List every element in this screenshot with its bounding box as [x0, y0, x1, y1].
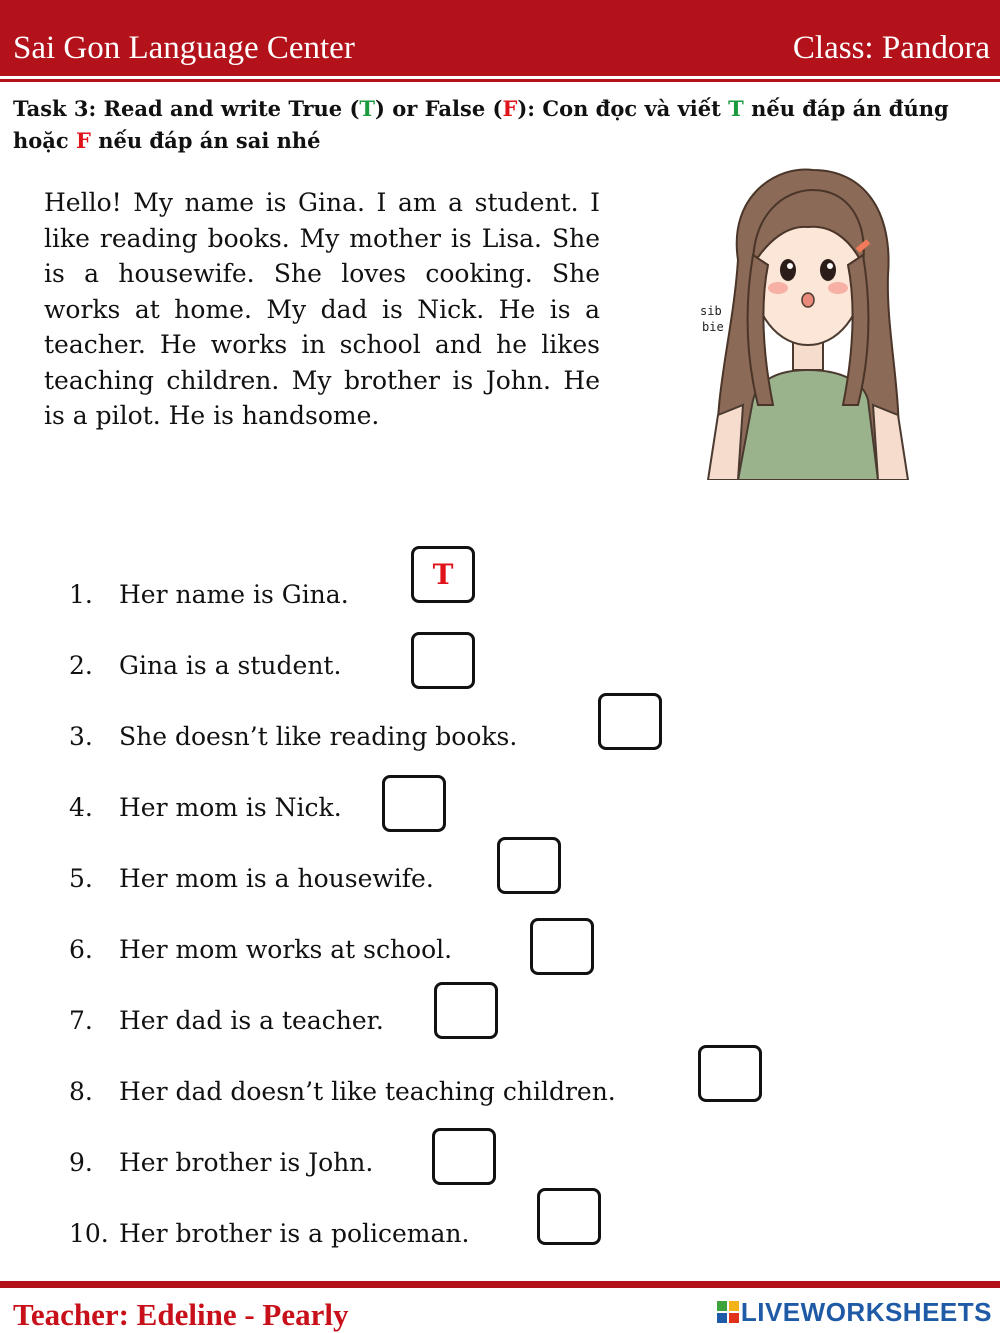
liveworksheets-icon: [717, 1301, 739, 1323]
false-letter: F: [502, 96, 518, 121]
answer-box-10[interactable]: [537, 1188, 601, 1245]
question-8: 8. Her dad doesn’t like teaching children.: [69, 1077, 616, 1106]
reading-passage: Hello! My name is Gina. I am a student. I like reading books. My mother is Lisa. She is a housewife. She loves cooking. She works at home. My dad is Nick. He is a teacher. He works in school and he likes teaching children. My brother is John. He is a pilot. He is handsome.: [44, 188, 600, 430]
question-2: 2. Gina is a student.: [69, 651, 342, 680]
answer-box-1[interactable]: T: [411, 546, 475, 603]
question-4: 4. Her mom is Nick.: [69, 793, 342, 822]
question-9: 9. Her brother is John.: [69, 1148, 374, 1177]
girl-illustration: [698, 165, 918, 480]
answer-box-8[interactable]: [698, 1045, 762, 1102]
teacher-name: Teacher: Edeline - Pearly: [13, 1297, 349, 1332]
center-name: Sai Gon Language Center: [13, 30, 355, 66]
question-7: 7. Her dad is a teacher.: [69, 1006, 384, 1035]
question-5: 5. Her mom is a housewife.: [69, 864, 434, 893]
liveworksheets-logo: LIVEWORKSHEETS: [717, 1297, 992, 1328]
task-text: ) or False (: [375, 96, 503, 121]
svg-text:bie: bie: [702, 320, 724, 334]
false-letter: F: [75, 128, 91, 153]
true-letter: T: [359, 96, 376, 121]
question-3: 3. She doesn’t like reading books.: [69, 722, 518, 751]
answer-box-6[interactable]: [530, 918, 594, 975]
signature-mark: sib: [700, 304, 722, 318]
header-bar: [0, 0, 1000, 76]
footer-divider: [0, 1281, 1000, 1288]
answer-box-9[interactable]: [432, 1128, 496, 1185]
answer-box-5[interactable]: [497, 837, 561, 894]
task-text: ): Con đọc và viết: [517, 96, 729, 121]
class-name: Class: Pandora: [792, 30, 990, 66]
answer-box-7[interactable]: [434, 982, 498, 1039]
question-1: 1. Her name is Gina.: [69, 580, 349, 609]
task-instructions: [13, 93, 983, 157]
answer-box-3[interactable]: [598, 693, 662, 750]
question-6: 6. Her mom works at school.: [69, 935, 453, 964]
answer-box-4[interactable]: [382, 775, 446, 832]
task-text: Task 3: Read and write True (: [13, 96, 360, 121]
true-letter: T: [728, 96, 744, 121]
question-10: 10. Her brother is a policeman.: [69, 1219, 470, 1248]
answer-box-2[interactable]: [411, 632, 475, 689]
task-text: nếu đáp án sai nhé: [90, 128, 321, 153]
header-divider: [0, 79, 1000, 82]
task-text: nếu đáp án đúng hoặc: [13, 96, 949, 153]
